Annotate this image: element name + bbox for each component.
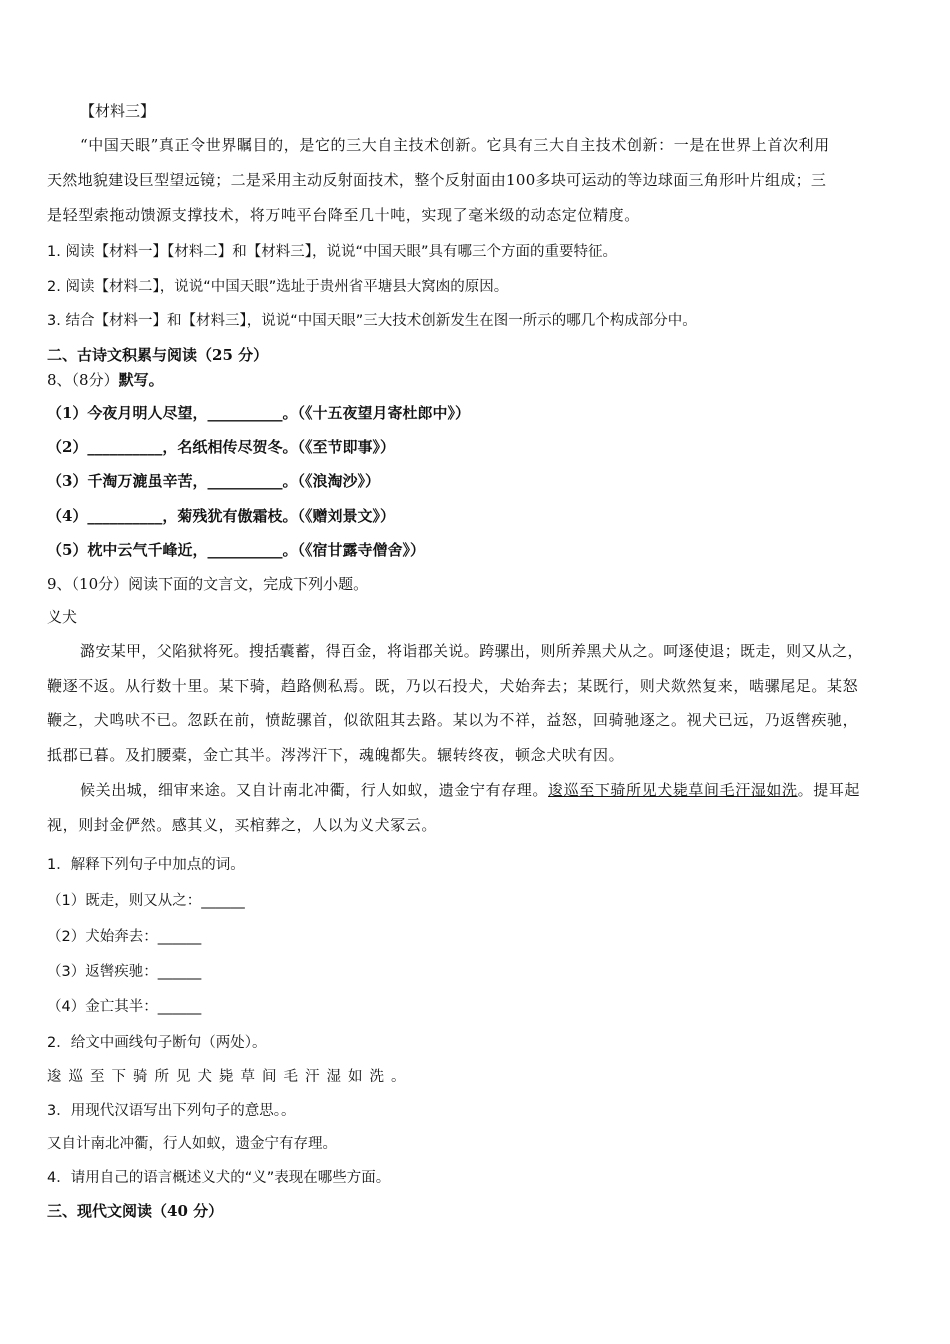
underlined-sentence: 逡巡至下骑所见犬毙草间毛汗湿如洗 bbox=[548, 781, 798, 799]
passage-line: 鞭之，犬鸣吠不已。忽跃在前，愤龁骡首，似欲阻其去路。某以为不祥，益怒，回骑驰逐之。视犬已远，乃返辔疾驰， bbox=[47, 711, 859, 729]
sub-question-2: 2．给文中画线句子断句（两处）。 bbox=[47, 1035, 267, 1051]
passage-line: 鞭逐不返。从行数十里。某下骑，趋路侧私焉。既，乃以石投犬，犬始奔去；某既行，则犬欻然复来，啮骡尾足。某怒 bbox=[47, 677, 859, 695]
sub-question-3-text: 又自计南北冲衢，行人如蚁，遗金宁有存理。 bbox=[47, 1136, 337, 1152]
sub-question-2-text: 逡巡至下骑所见犬毙草间毛汗湿如洗。 bbox=[47, 1069, 413, 1085]
passage-title: 义犬 bbox=[47, 608, 78, 626]
passage-line: 抵郡已暮。及扪腰橐，金亡其半。涔涔汗下，魂魄都失。辗转终夜，顿念犬吠有因。 bbox=[47, 746, 625, 764]
dictation-item: （4）__________，菊残犹有傲霜枝。（《赠刘景文》） bbox=[47, 507, 395, 525]
sub-item: （3）返辔疾驰：______ bbox=[47, 964, 202, 980]
sub-item: （4）金亡其半：______ bbox=[47, 999, 202, 1015]
sub-question-3: 3．用现代汉语写出下列句子的意思。。 bbox=[47, 1103, 296, 1119]
sub-item: （2）犬始奔去：______ bbox=[47, 929, 202, 945]
dictation-item: （2）__________，名纸相传尽贺冬。（《至节即事》） bbox=[47, 438, 395, 456]
dictation-item: （5）枕中云气千峰近，__________。（《宿甘露寺僧舍》） bbox=[47, 541, 425, 559]
material3-paragraph-line: 天然地貌建设巨型望远镜；二是采用主动反射面技术，整个反射面由100多块可运动的等边球面三角形叶片组成；三 bbox=[47, 171, 827, 189]
passage-text: 候关出城，细审来途。又自计南北冲衢，行人如蚁，遗金宁有存理。 bbox=[80, 781, 549, 799]
passage-line bbox=[80, 780, 860, 800]
dictation-item: （1）今夜月明人尽望，__________。（《十五夜望月寄杜郎中》） bbox=[47, 404, 470, 422]
sub-question-1: 1．解释下列句子中加点的词。 bbox=[47, 857, 245, 873]
material3-paragraph-line: 是轻型索拖动馈源支撑技术，将万吨平台降至几十吨，实现了毫米级的动态定位精度。 bbox=[47, 206, 640, 224]
question-2: 2. 阅读【材料二】，说说“中国天眼”选址于贵州省平塘县大窝凼的原因。 bbox=[47, 279, 509, 295]
passage-text: 。提耳起 bbox=[797, 781, 861, 799]
sub-question-4: 4．请用自己的语言概述义犬的“义”表现在哪些方面。 bbox=[47, 1170, 391, 1186]
dictation-item: （3）千淘万漉虽辛苦，__________。（《浪淘沙》） bbox=[47, 472, 380, 490]
question-9: 9、（10分）阅读下面的文言文，完成下列小题。 bbox=[47, 575, 369, 593]
question-1: 1. 阅读【材料一】【材料二】和【材料三】，说说“中国天眼”具有哪三个方面的重要特征。 bbox=[47, 244, 617, 260]
question-title: 默写。 bbox=[118, 371, 164, 389]
sub-item: （1）既走，则又从之：______ bbox=[47, 893, 245, 909]
section-heading: 二、古诗文积累与阅读（25 分） bbox=[47, 346, 269, 364]
section-heading: 三、现代文阅读（40 分） bbox=[47, 1202, 224, 1220]
material3-paragraph-line: “中国天眼”真正令世界瞩目的，是它的三大自主技术创新。它具有三大自主技术创新：一是在世界上首次利用 bbox=[80, 136, 830, 154]
material3-heading: 【材料三】 bbox=[80, 102, 156, 120]
passage-line: 视，则封金俨然。感其义，买棺葬之，人以为义犬冢云。 bbox=[47, 816, 438, 834]
question-3: 3. 结合【材料一】和【材料三】，说说“中国天眼”三大技术创新发生在图一所示的哪几个构成部分中。 bbox=[47, 313, 697, 329]
question-number: 8、（8分） bbox=[47, 371, 119, 389]
passage-line: 潞安某甲，父陷狱将死。搜括囊蓄，得百金，将诣郡关说。跨骡出，则所养黑犬从之。呵逐使退；既走，则又从之， bbox=[80, 642, 863, 660]
question-8 bbox=[47, 370, 164, 390]
